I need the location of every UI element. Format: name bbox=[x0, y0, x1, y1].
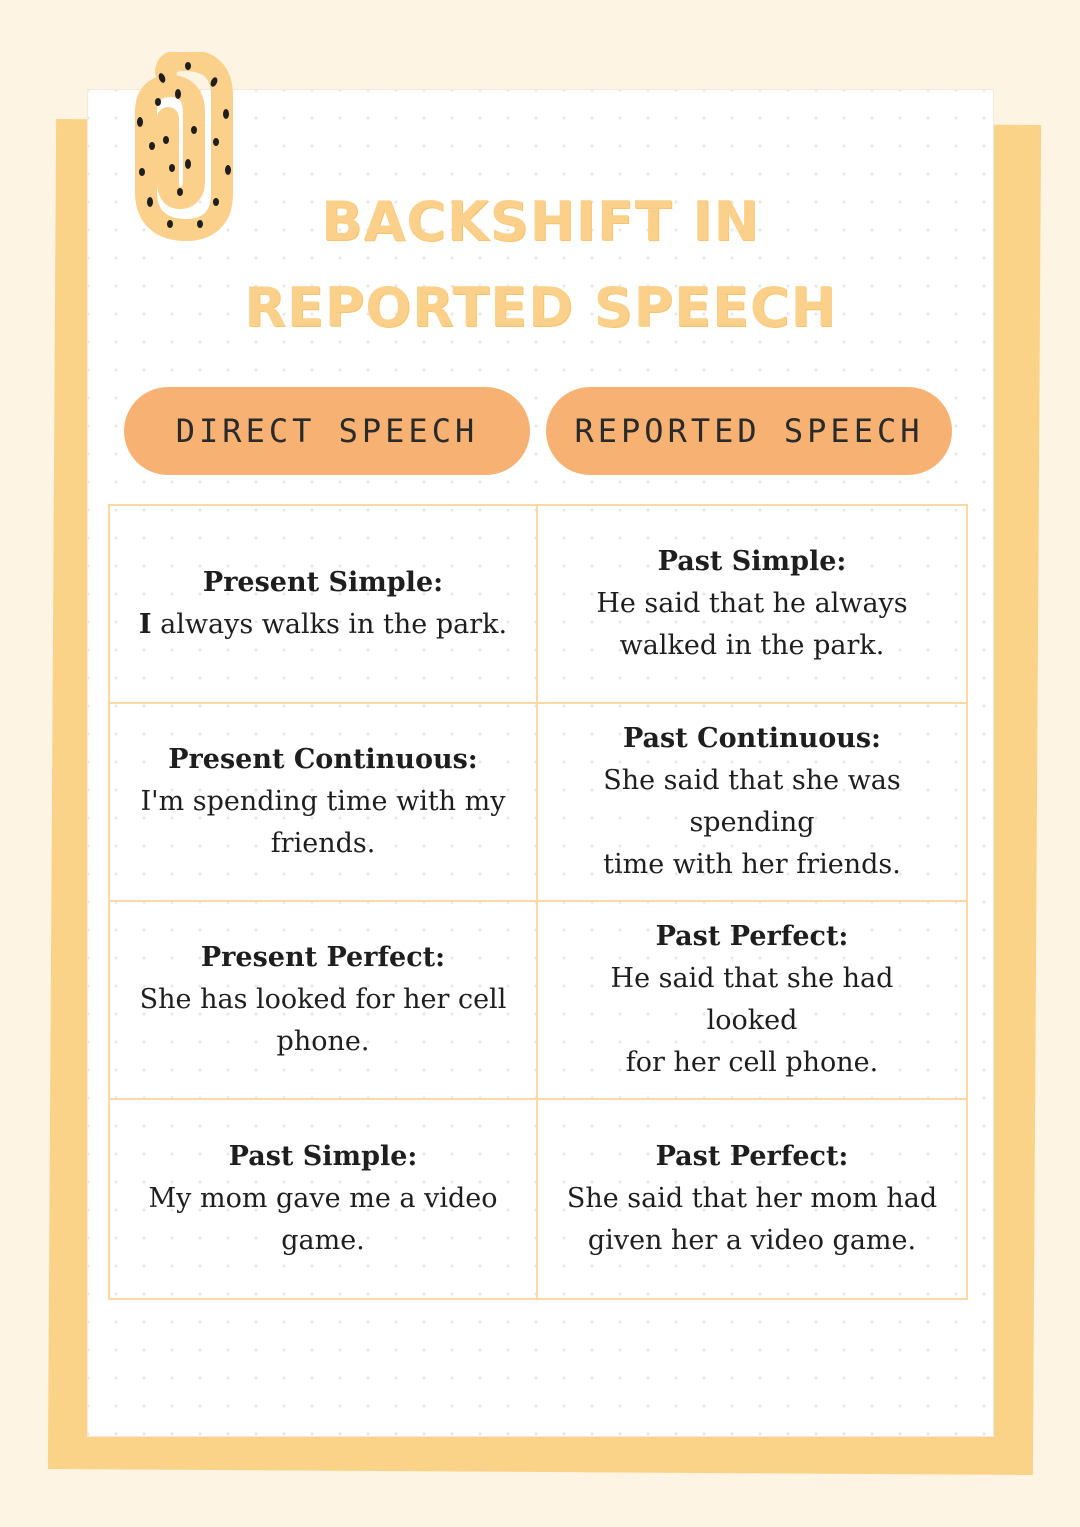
example-line: She said that her mom had bbox=[566, 1183, 938, 1214]
example-line: friends. bbox=[270, 828, 376, 859]
example-sentence bbox=[139, 604, 507, 646]
reported-speech-header: REPORTED SPEECH bbox=[546, 387, 952, 475]
direct-cell bbox=[110, 704, 538, 902]
page-title-line2: REPORTED SPEECH bbox=[244, 276, 837, 339]
tense-label: Past Perfect: bbox=[655, 1141, 849, 1172]
backshift-table bbox=[108, 504, 968, 1300]
example-line: phone. bbox=[276, 1026, 370, 1057]
example-line: She said that she was spending bbox=[603, 765, 901, 838]
example-line: I'm spending time with my bbox=[140, 786, 506, 817]
tense-label: Past Simple: bbox=[228, 1141, 418, 1172]
example-line: game. bbox=[281, 1225, 365, 1256]
example-line: for her cell phone. bbox=[625, 1047, 879, 1078]
subject-word: I bbox=[138, 609, 152, 640]
example-line: walked in the park. bbox=[619, 630, 885, 661]
example-line: He said that she had looked bbox=[610, 963, 894, 1036]
example-line: given her a video game. bbox=[587, 1225, 917, 1256]
example-line: He said that he always bbox=[596, 588, 908, 619]
example-line: My mom gave me a video bbox=[148, 1183, 498, 1214]
tense-label: Present Perfect: bbox=[200, 942, 446, 973]
example-line: time with her friends. bbox=[603, 849, 901, 880]
reported-cell bbox=[538, 902, 966, 1100]
direct-cell bbox=[110, 1100, 538, 1298]
tense-label: Present Simple: bbox=[202, 567, 444, 598]
reported-cell bbox=[538, 704, 966, 902]
page-title-line1: BACKSHIFT IN bbox=[321, 190, 760, 253]
tense-label: Present Continuous: bbox=[168, 744, 478, 775]
example-line: She has looked for her cell bbox=[139, 984, 507, 1015]
tense-label: Past Simple: bbox=[657, 546, 847, 577]
direct-speech-header: DIRECT SPEECH bbox=[124, 387, 530, 475]
tense-label: Past Perfect: bbox=[655, 921, 849, 952]
sentence-text: always walks in the park. bbox=[151, 609, 508, 640]
reported-cell bbox=[538, 506, 966, 704]
direct-cell bbox=[110, 902, 538, 1100]
reported-cell bbox=[538, 1100, 966, 1298]
direct-cell bbox=[110, 506, 538, 704]
tense-label: Past Continuous: bbox=[622, 723, 882, 754]
